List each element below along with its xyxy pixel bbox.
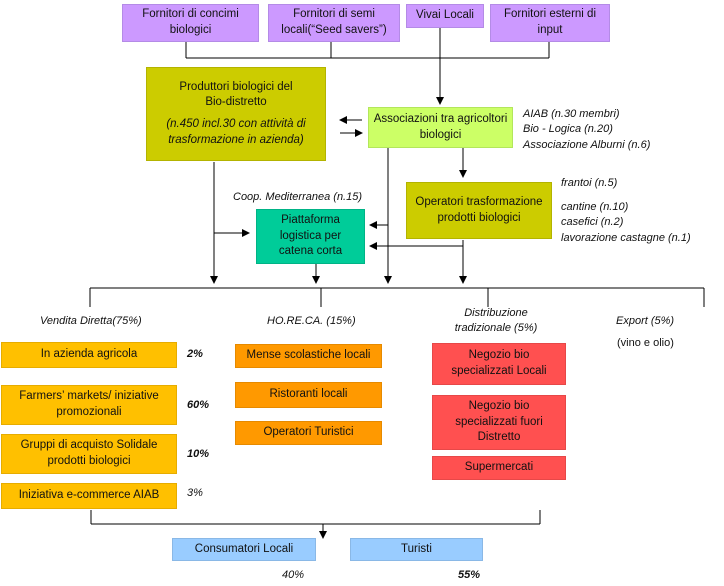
horeca-school-canteens: Mense scolastiche locali bbox=[235, 344, 382, 368]
consumers-tourists: Turisti bbox=[350, 538, 483, 561]
consumers-tourists-pct: 55% bbox=[458, 569, 481, 581]
association-aiab: AIAB (n.30 membri) bbox=[523, 108, 620, 120]
channel-direct-sales: Vendita Diretta(75%) bbox=[40, 315, 142, 327]
horeca-tourism-operators: Operatori Turistici bbox=[235, 421, 382, 445]
supplier-seeds: Fornitori di semi locali(“Seed savers”) bbox=[268, 4, 400, 42]
export-note: (vino e olio) bbox=[617, 337, 674, 349]
producers-title-2: Bio-distretto bbox=[205, 96, 267, 109]
logistics-platform-box: Piattaforma logistica per catena corta bbox=[256, 209, 365, 264]
associations-box: Associazioni tra agricoltori biologici bbox=[368, 107, 513, 148]
processor-dairies: casefici (n.2) bbox=[561, 216, 624, 228]
direct-purchasing-groups: Gruppi di acquisto Solidale prodotti biologici bbox=[1, 434, 177, 474]
supplier-nurseries: Vivai Locali bbox=[406, 4, 484, 28]
associations-members bbox=[523, 107, 650, 153]
direct-farm-sales: In azienda agricola bbox=[1, 342, 177, 368]
processor-wineries: cantine (n.10) bbox=[561, 201, 629, 213]
direct-farmers-markets: Farmers’ markets/ iniziative promozionali bbox=[1, 385, 177, 425]
traditional-external-shops: Negozio bio specializzati fuori Distretto bbox=[432, 395, 566, 450]
association-alburni: Associazione Alburni (n.6) bbox=[523, 138, 651, 151]
coop-label: Coop. Mediterranea (n.15) bbox=[233, 191, 363, 203]
traditional-local-shops: Negozio bio specializzati Locali bbox=[432, 343, 566, 385]
supplier-fertilizers: Fornitori di concimi biologici bbox=[122, 4, 259, 42]
channel-export: Export (5%) bbox=[616, 315, 675, 327]
consumers-local-pct: 40% bbox=[282, 569, 305, 581]
producers-note: (n.450 incl.30 con attività di trasformazione in azienda) bbox=[166, 118, 306, 146]
processors-box: Operatori trasformazione prodotti biologici bbox=[406, 182, 552, 239]
traditional-supermarkets: Supermercati bbox=[432, 456, 566, 480]
association-biologica: Bio - Logica (n.20) bbox=[523, 123, 613, 136]
consumers-local: Consumatori Locali bbox=[172, 538, 316, 561]
processor-chestnuts: lavorazione castagne (n.1) bbox=[561, 232, 691, 244]
channel-traditional: Distribuzione tradizionale (5%) bbox=[454, 307, 538, 335]
producers-box bbox=[146, 67, 326, 161]
producers-title-1: Produttori biologici del bbox=[179, 80, 293, 93]
direct-ecommerce: Iniziativa e-commerce AIAB bbox=[1, 483, 177, 509]
channel-horeca: HO.RE.CA. (15%) bbox=[267, 315, 356, 327]
direct-farmers-markets-pct: 60% bbox=[187, 399, 210, 411]
direct-ecommerce-pct: 3% bbox=[187, 487, 203, 499]
direct-farm-pct: 2% bbox=[187, 348, 203, 360]
horeca-restaurants: Ristoranti locali bbox=[235, 382, 382, 408]
direct-purchasing-groups-pct: 10% bbox=[187, 448, 210, 460]
supplier-external-inputs: Fornitori esterni di input bbox=[490, 4, 610, 42]
processor-oil-mills: frantoi (n.5) bbox=[561, 177, 618, 189]
